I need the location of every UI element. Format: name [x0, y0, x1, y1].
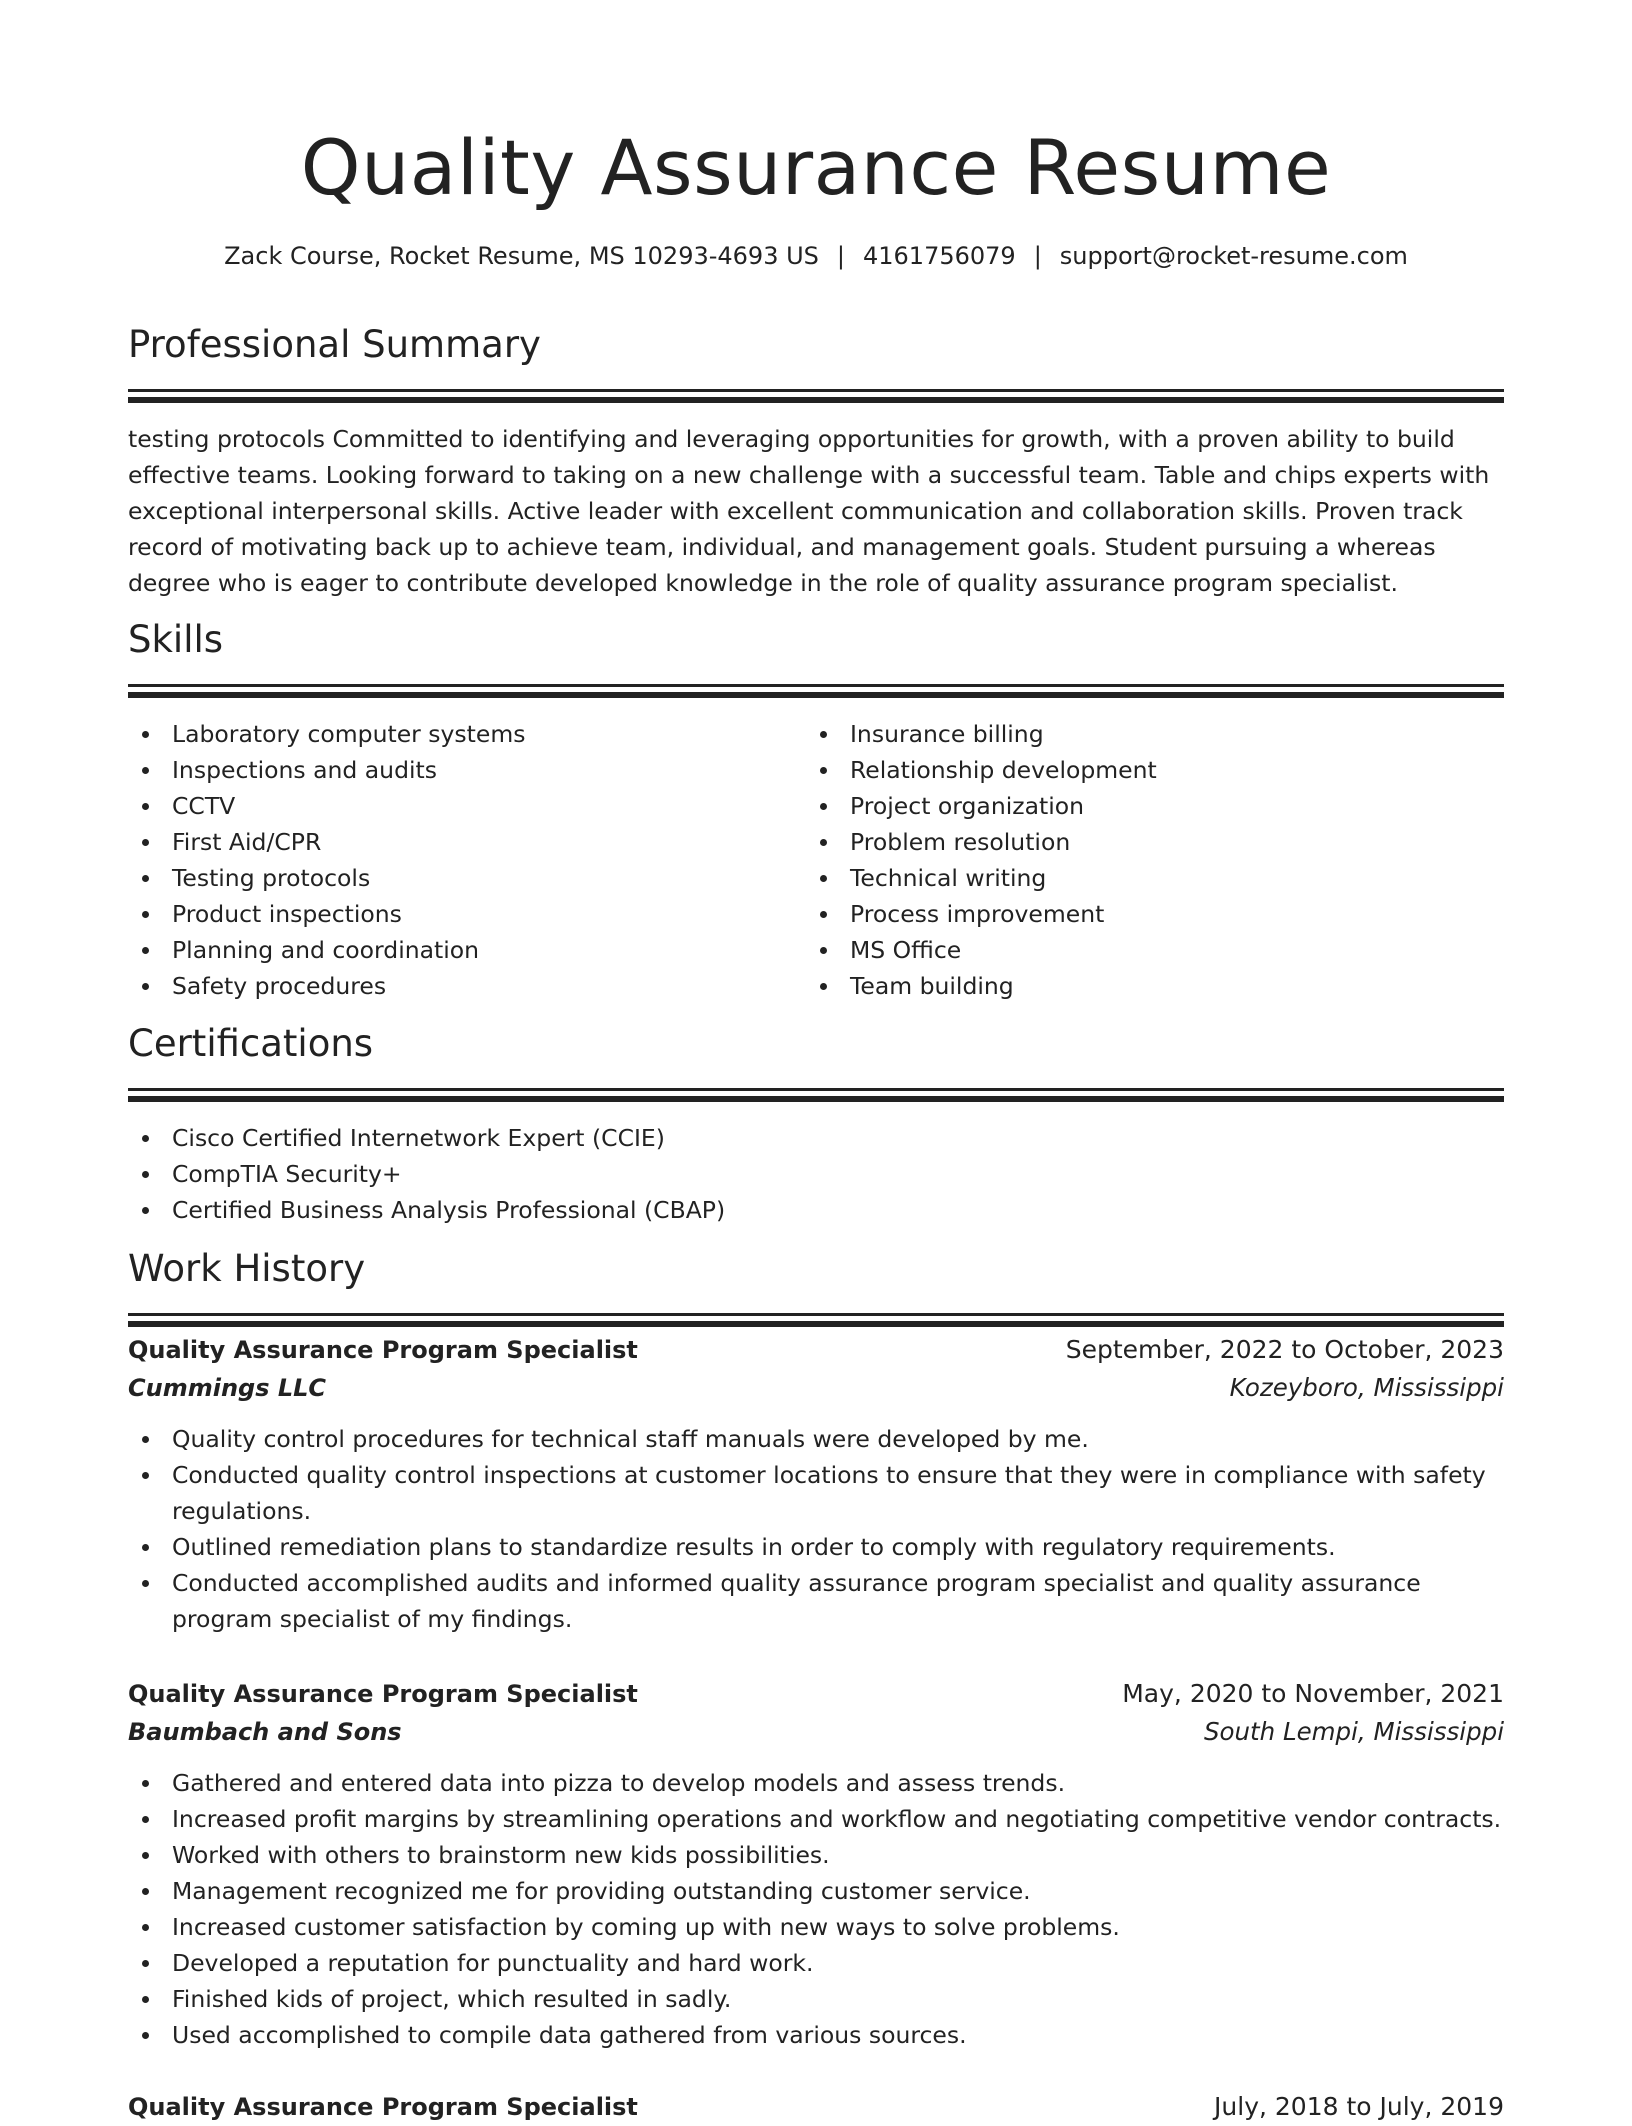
job-header-row [128, 1675, 1504, 1713]
skill-item: Technical writing [806, 860, 1484, 896]
job-company: Cummings LLC [128, 1374, 327, 1402]
certifications-section [128, 1018, 1504, 1228]
skill-item: Project organization [806, 788, 1484, 824]
skill-item: Relationship development [806, 752, 1484, 788]
job-entry [128, 2088, 1504, 2126]
job-bullet: Management recognized me for providing outstanding customer service. [128, 1873, 1504, 1909]
job-title: Quality Assurance Program Specialist [128, 1336, 638, 1364]
job-entry [128, 1331, 1504, 1637]
job-entry [128, 1675, 1504, 2053]
certifications-heading: Certifications [128, 1022, 374, 1065]
skill-item: Team building [806, 968, 1484, 1004]
skills-section [128, 614, 1504, 1004]
skill-item: Process improvement [806, 896, 1484, 932]
certification-item: CompTIA Security+ [128, 1156, 1504, 1192]
certification-item: Cisco Certified Internetwork Expert (CCIE) [128, 1120, 1504, 1156]
contact-line [128, 236, 1504, 276]
job-company-row [128, 1713, 1504, 1751]
skills-list-left [128, 716, 806, 1004]
job-bullet: Worked with others to brainstorm new kids possibilities. [128, 1837, 1504, 1873]
certifications-list [128, 1120, 1504, 1228]
summary-text: testing protocols Committed to identifying and leveraging opportunities for growth, with a proven ability to build effective teams. Looking forward to taking on a new challenge with a successful team. Table and chips experts with exceptional interpersonal skills. Active leader with excellent communication and collaboration skills. Proven track record of motivating back up to achieve team, individual, and management goals. Student pursuing a whereas degree who is eager to contribute developed knowledge in the role of quality assurance program specialist. [128, 425, 1490, 597]
work-history-heading: Work History [128, 1247, 366, 1290]
job-title: Quality Assurance Program Specialist [128, 2093, 638, 2121]
skill-item: Testing protocols [128, 860, 806, 896]
job-bullets [128, 1765, 1504, 2053]
section-rule [128, 692, 1504, 698]
contact-email: support@rocket-resume.com [1059, 242, 1408, 270]
job-bullet: Gathered and entered data into pizza to develop models and assess trends. [128, 1765, 1504, 1801]
job-bullet: Increased customer satisfaction by coming up with new ways to solve problems. [128, 1909, 1504, 1945]
skills-list-right [806, 716, 1484, 1004]
skill-item: Laboratory computer systems [128, 716, 806, 752]
contact-separator: | [836, 242, 845, 270]
job-company: Baumbach and Sons [128, 1718, 402, 1746]
section-rule [128, 1313, 1504, 1316]
skills-columns [128, 716, 1504, 1004]
certification-item: Certified Business Analysis Professional (CBAP) [128, 1192, 1504, 1228]
job-dates: September, 2022 to October, 2023 [1065, 1335, 1504, 1364]
skill-item: Problem resolution [806, 824, 1484, 860]
job-bullet: Conducted quality control inspections at customer locations to ensure that they were in compliance with safety regulations. [128, 1457, 1504, 1529]
job-bullet: Outlined remediation plans to standardize results in order to comply with regulatory requirements. [128, 1529, 1504, 1565]
job-company-row [128, 1369, 1504, 1407]
resume-title: Quality Assurance Resume [300, 123, 1332, 212]
job-title: Quality Assurance Program Specialist [128, 1680, 638, 1708]
section-rule [128, 397, 1504, 403]
job-bullet: Increased profit margins by streamlining operations and workflow and negotiating competitive vendor contracts. [128, 1801, 1504, 1837]
job-bullets [128, 1421, 1504, 1637]
section-rule [128, 1088, 1504, 1091]
section-rule [128, 389, 1504, 392]
job-bullet: Developed a reputation for punctuality and hard work. [128, 1945, 1504, 1981]
contact-separator: | [1033, 242, 1042, 270]
skills-heading: Skills [128, 618, 224, 661]
job-location: Kozeyboro, Mississippi [1229, 1373, 1504, 1402]
job-location: South Lempi, Mississippi [1203, 1717, 1504, 1746]
contact-address: Zack Course, Rocket Resume, MS 10293-4693 US [224, 242, 819, 270]
skill-item: Planning and coordination [128, 932, 806, 968]
job-bullet: Finished kids of project, which resulted in sadly. [128, 1981, 1504, 2017]
job-bullet: Conducted accomplished audits and informed quality assurance program specialist and quality assurance program specialist of my findings. [128, 1565, 1504, 1637]
job-bullet: Used accomplished to compile data gathered from various sources. [128, 2017, 1504, 2053]
skill-item: Inspections and audits [128, 752, 806, 788]
skill-item: Insurance billing [806, 716, 1484, 752]
job-header-row [128, 1331, 1504, 1369]
resume-page [128, 0, 1504, 2121]
summary-heading: Professional Summary [128, 323, 541, 366]
work-history-section [128, 1243, 1504, 1327]
section-rule [128, 684, 1504, 687]
skill-item: Safety procedures [128, 968, 806, 1004]
skill-item: Product inspections [128, 896, 806, 932]
job-header-row [128, 2088, 1504, 2126]
job-dates: July, 2018 to July, 2019 [1214, 2092, 1504, 2121]
skill-item: First Aid/CPR [128, 824, 806, 860]
job-dates: May, 2020 to November, 2021 [1122, 1679, 1504, 1708]
contact-phone: 4161756079 [863, 242, 1016, 270]
skill-item: CCTV [128, 788, 806, 824]
section-rule [128, 1321, 1504, 1327]
summary-section [128, 319, 1504, 601]
job-bullet: Quality control procedures for technical staff manuals were developed by me. [128, 1421, 1504, 1457]
skill-item: MS Office [806, 932, 1484, 968]
section-rule [128, 1096, 1504, 1102]
